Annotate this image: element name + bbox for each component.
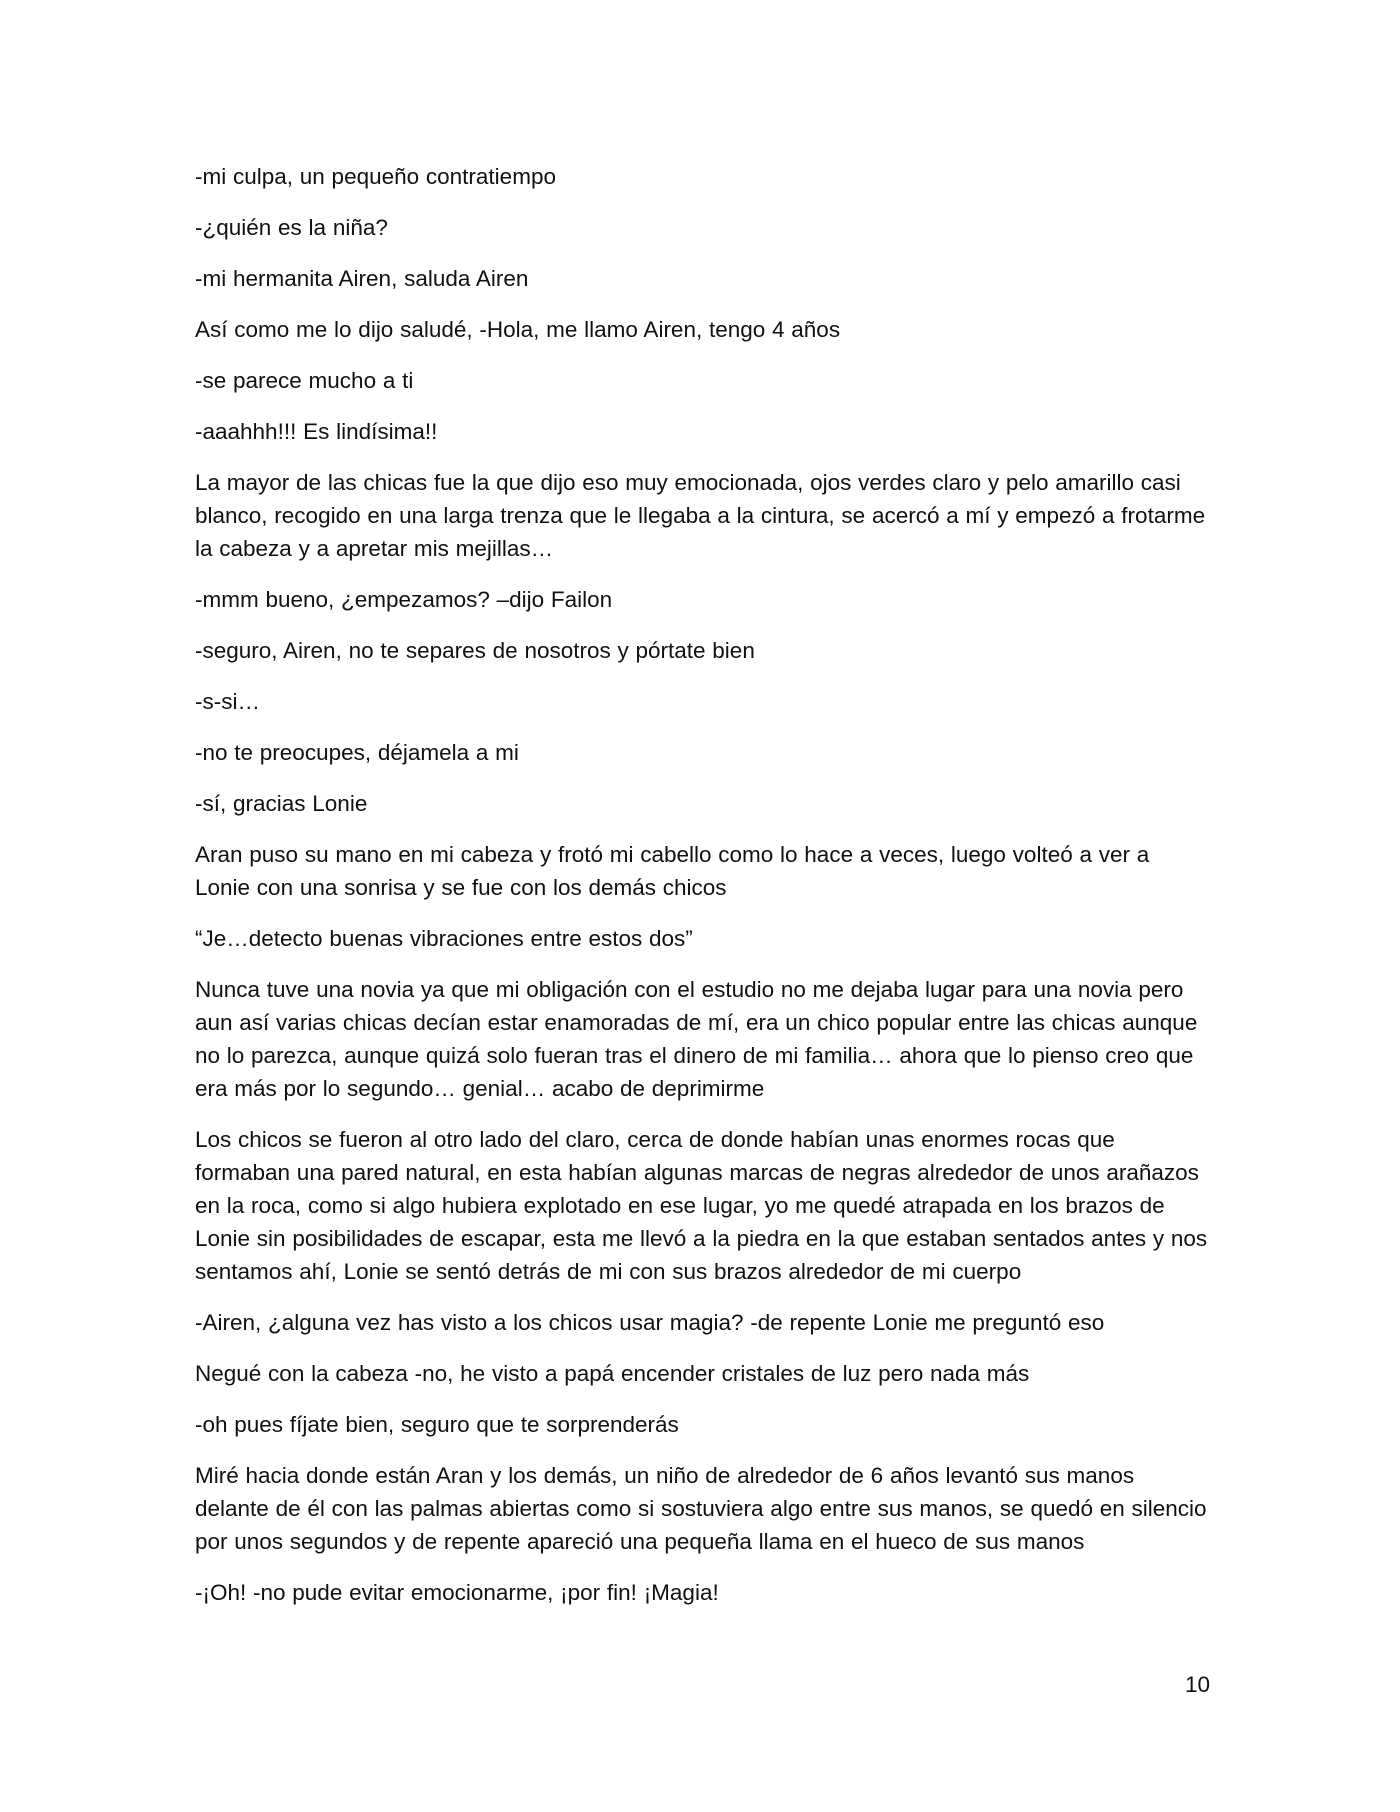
paragraph: Aran puso su mano en mi cabeza y frotó mi cabello como lo hace a veces, luego volteó a ver a Lonie con una sonrisa y se fue con los demás chicos: [195, 842, 1150, 900]
paragraph: Negué con la cabeza -no, he visto a papá encender cristales de luz pero nada más: [195, 1361, 1030, 1386]
paragraph: -¿quién es la niña?: [195, 215, 388, 240]
paragraph: Nunca tuve una novia ya que mi obligación con el estudio no me dejaba lugar para una novia pero aun así varias chicas decían estar enamoradas de mí, era un chico popular entre las chicas aunque no lo parezca, aunque quizá solo fueran tras el dinero de mi familia… ahora que lo pienso creo que era más por lo segundo… genial… acabo de deprimirme: [195, 977, 1198, 1101]
paragraph: -seguro, Airen, no te separes de nosotros y pórtate bien: [195, 638, 755, 663]
paragraph: -oh pues fíjate bien, seguro que te sorprenderás: [195, 1412, 679, 1437]
paragraph: -no te preocupes, déjamela a mi: [195, 740, 519, 765]
document-body: [195, 160, 1210, 1627]
paragraph: La mayor de las chicas fue la que dijo eso muy emocionada, ojos verdes claro y pelo amarillo casi blanco, recogido en una larga trenza que le llegaba a la cintura, se acercó a mí y empezó a frotarme la cabeza y a apretar mis mejillas…: [195, 470, 1206, 561]
paragraph: -¡Oh! -no pude evitar emocionarme, ¡por fin! ¡Magia!: [195, 1580, 719, 1605]
paragraph: -mi culpa, un pequeño contratiempo: [195, 164, 556, 189]
paragraph: Así como me lo dijo saludé, -Hola, me llamo Airen, tengo 4 años: [195, 317, 841, 342]
paragraph: -sí, gracias Lonie: [195, 791, 368, 816]
paragraph: “Je…detecto buenas vibraciones entre estos dos”: [195, 926, 693, 951]
paragraph: -se parece mucho a ti: [195, 368, 414, 393]
paragraph: -s-si…: [195, 689, 260, 714]
paragraph: Los chicos se fueron al otro lado del claro, cerca de donde habían unas enormes rocas que formaban una pared natural, en esta habían algunas marcas de negras alrededor de unos arañazos en la roca, como si algo hubiera explotado en ese lugar, yo me quedé atrapada en los brazos de Lonie sin posibilidades de escapar, esta me llevó a la piedra en la que estaban sentados antes y nos sentamos ahí, Lonie se sentó detrás de mi con sus brazos alrededor de mi cuerpo: [195, 1127, 1208, 1284]
paragraph: -aaahhh!!! Es lindísima!!: [195, 419, 438, 444]
page-number: 10: [1184, 1672, 1210, 1697]
paragraph: -mmm bueno, ¿empezamos? –dijo Failon: [195, 587, 613, 612]
paragraph: Miré hacia donde están Aran y los demás, un niño de alrededor de 6 años levantó sus manos delante de él con las palmas abiertas como si sostuviera algo entre sus manos, se quedó en silencio por unos segundos y de repente apareció una pequeña llama en el hueco de sus manos: [195, 1463, 1207, 1554]
paragraph: -Airen, ¿alguna vez has visto a los chicos usar magia? -de repente Lonie me preguntó eso: [195, 1310, 1105, 1335]
paragraph: -mi hermanita Airen, saluda Airen: [195, 266, 529, 291]
